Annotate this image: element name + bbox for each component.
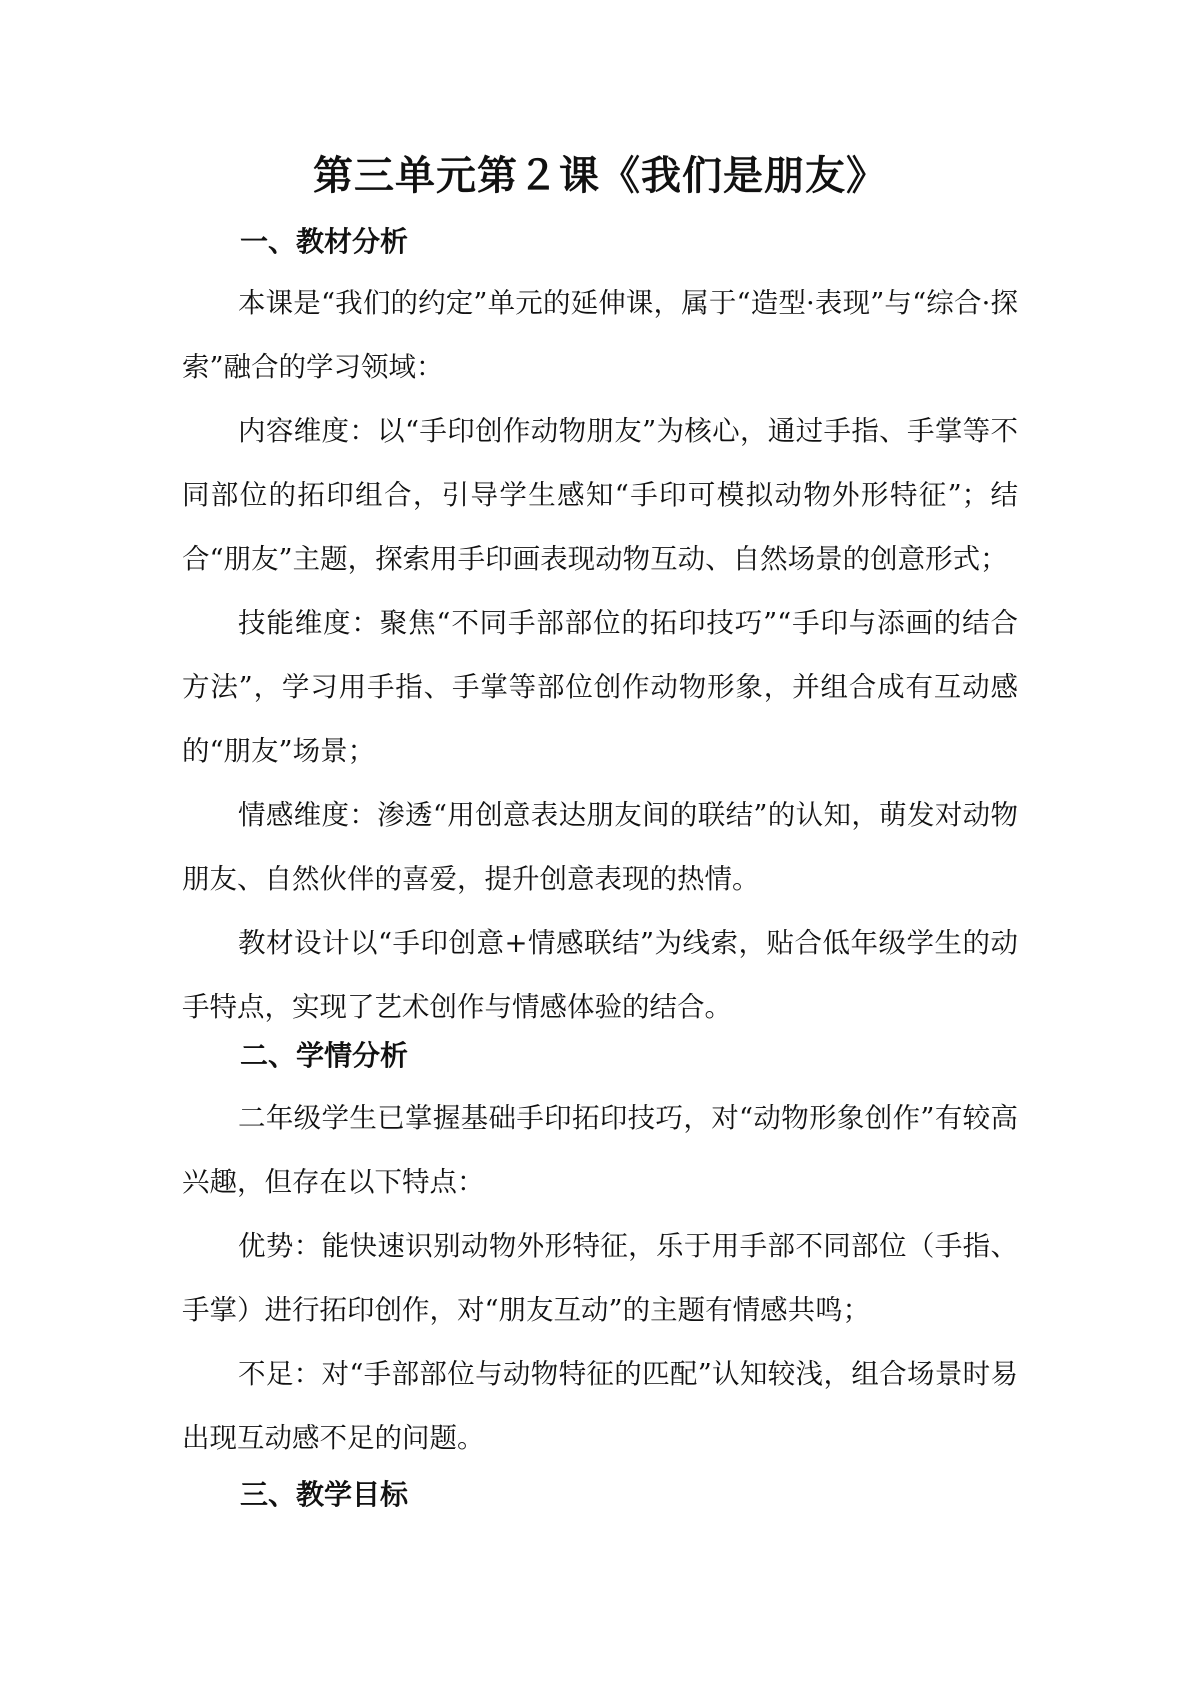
paragraph: 不足：对“手部部位与动物特征的匹配”认知较浅，组合场景时易出现互动感不足的问题。 [182, 1358, 1018, 1454]
paragraph: 技能维度：聚焦“不同手部部位的拓印技巧”“手印与添画的结合方法”，学习用手指、手掌等部位创作动物形象，并组合成有互动感的“朋友”场景； [182, 607, 1018, 767]
paragraph: 内容维度：以“手印创作动物朋友”为核心，通过手指、手掌等不同部位的拓印组合，引导学生感知“手印可模拟动物外形特征”；结合“朋友”主题，探索用手印画表现动物互动、自然场景的创意形式； [182, 415, 1018, 575]
section-heading-teaching-goals: 三、教学目标 [240, 1478, 409, 1511]
paragraph: 本课是“我们的约定”单元的延伸课，属于“造型·表现”与“综合·探索”融合的学习领域： [182, 287, 1018, 383]
section-heading-student-analysis: 二、学情分析 [240, 1039, 409, 1072]
paragraph: 教材设计以“手印创意+情感联结”为线索，贴合低年级学生的动手特点，实现了艺术创作与情感体验的结合。 [182, 927, 1018, 1023]
paragraph: 优势：能快速识别动物外形特征，乐于用手部不同部位（手指、手掌）进行拓印创作，对“朋友互动”的主题有情感共鸣； [182, 1230, 1018, 1326]
paragraph: 二年级学生已掌握基础手印拓印技巧，对“动物形象创作”有较高兴趣，但存在以下特点： [182, 1102, 1018, 1198]
section-heading-textbook-analysis: 一、教材分析 [240, 225, 409, 258]
paragraph: 情感维度：渗透“用创意表达朋友间的联结”的认知，萌发对动物朋友、自然伙伴的喜爱，提升创意表现的热情。 [182, 799, 1018, 895]
document-title: 第三单元第２课《我们是朋友》 [313, 152, 887, 199]
